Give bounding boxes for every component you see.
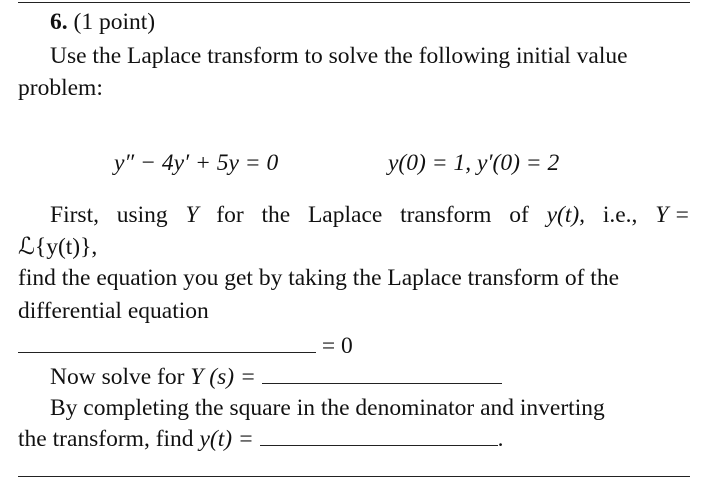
- transformed-equation-answer-field[interactable]: [18, 334, 316, 353]
- complete-prefix: the transform, find: [18, 426, 194, 452]
- first-word: for: [216, 202, 244, 228]
- intro-line-2: problem:: [18, 75, 103, 101]
- solve-prefix: Now solve for: [50, 364, 185, 390]
- first-word: y(t),: [546, 202, 586, 228]
- Y-of-s-answer-field[interactable]: [262, 365, 502, 384]
- transformed-equation-row: [18, 332, 353, 360]
- problem-header: [50, 8, 155, 36]
- find-line-1: find the equation you get by taking the Laplace transform of the: [18, 265, 620, 291]
- bottom-rule: [18, 476, 690, 477]
- first-word: Laplace: [307, 202, 383, 228]
- complete-row: [18, 425, 504, 453]
- final-period: .: [497, 426, 504, 452]
- first-line: [50, 201, 690, 229]
- y-of-t-answer-field[interactable]: [260, 427, 498, 446]
- first-word: i.e.,: [602, 202, 638, 228]
- first-word: of: [509, 202, 529, 228]
- complete-variable: y(t) =: [199, 426, 254, 452]
- laplace-notation: ℒ{y(t)},: [18, 234, 98, 260]
- equals-zero: = 0: [321, 333, 353, 359]
- first-word: Y =: [655, 202, 690, 228]
- complete-line-1: By completing the square in the denominator and inverting: [50, 395, 605, 421]
- first-word: using: [116, 202, 168, 228]
- first-word: transform: [400, 202, 492, 228]
- ode-equation: y″ − 4y′ + 5y = 0: [114, 150, 279, 176]
- problem-points: (1 point): [73, 9, 156, 35]
- top-rule: [18, 2, 690, 3]
- first-word: the: [261, 202, 291, 228]
- solve-row: [50, 363, 502, 391]
- problem-number: 6.: [50, 9, 68, 35]
- first-word: Y: [185, 202, 199, 228]
- solve-variable: Y (s) =: [190, 364, 256, 390]
- find-line-2: differential equation: [18, 298, 209, 324]
- initial-conditions: y(0) = 1, y′(0) = 2: [388, 150, 560, 176]
- first-word: First,: [50, 202, 99, 228]
- intro-line-1: Use the Laplace transform to solve the following initial value: [50, 43, 628, 69]
